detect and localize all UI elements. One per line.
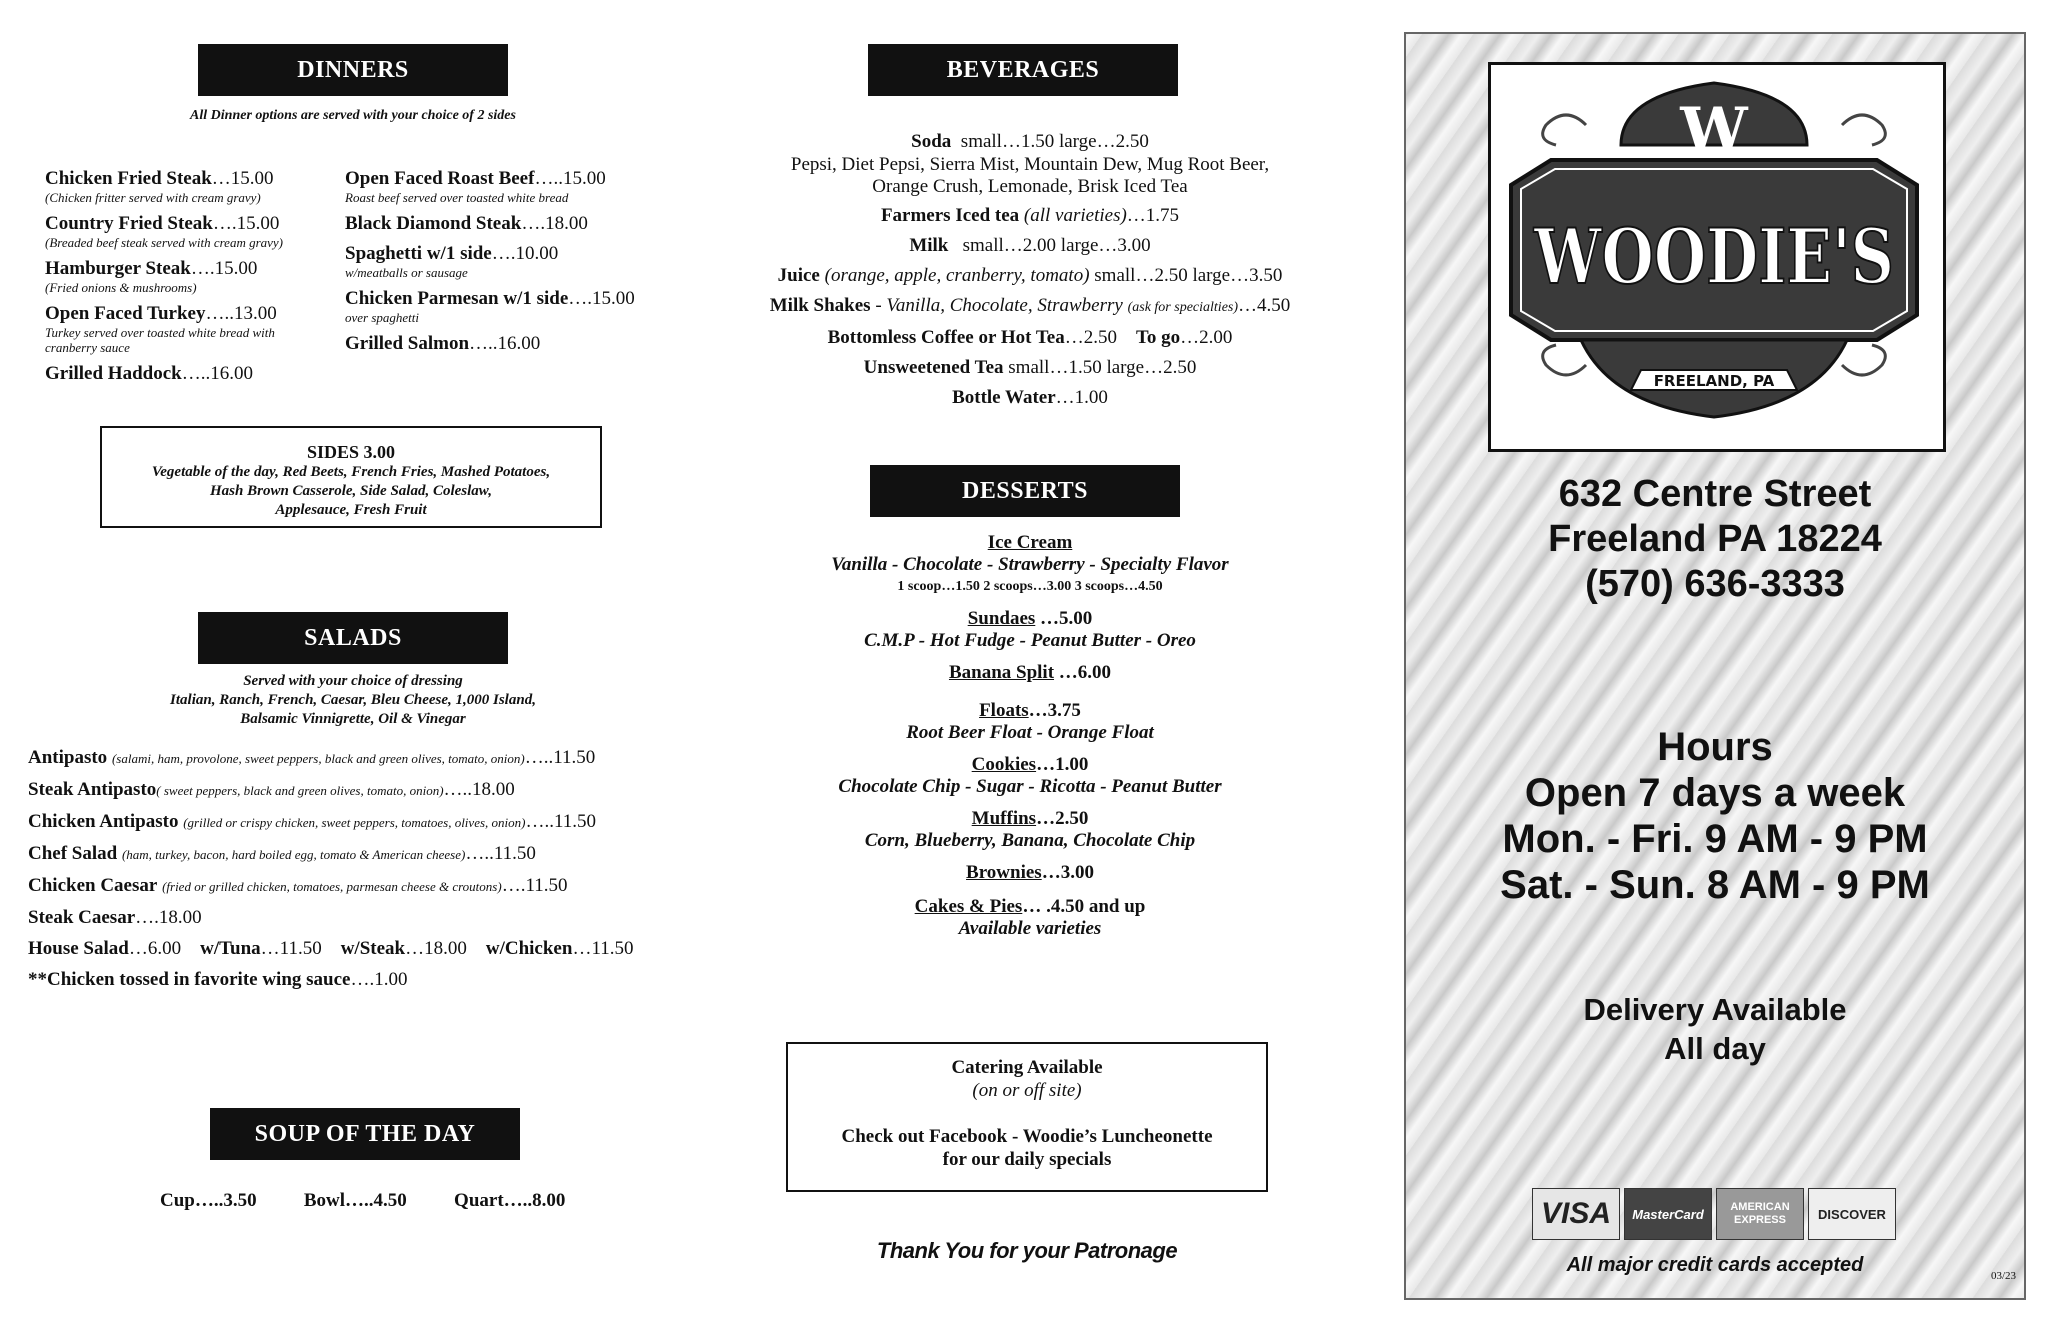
dinner-desc: (Chicken fritter served with cream gravy): [45, 190, 261, 205]
dinner-price: …15.00: [211, 168, 274, 189]
bev-name: Unsweetened Tea: [863, 357, 1004, 378]
logo-name: WOODIE'S: [1533, 212, 1894, 301]
house-salad-row: [28, 933, 633, 964]
logo-graphic: [1491, 65, 1937, 443]
bev-price: …2.50: [1064, 327, 1117, 348]
bev-note: (orange, apple, cranberry, tomato): [824, 265, 1090, 286]
wing-sauce-price: ….1.00: [350, 969, 408, 990]
dinner-name: Chicken Parmesan w/1 side: [345, 288, 569, 309]
sides-line: Applesauce, Fresh Fruit: [275, 502, 427, 518]
salad-desc: (grilled or crispy chicken, sweet peppers, tomatoes, olives, onion): [183, 815, 526, 830]
salad-desc: (fried or grilled chicken, tomatoes, parmesan cheese & croutons): [162, 879, 502, 894]
salads-header: SALADS: [198, 612, 508, 664]
bev-note: (ask for specialties): [1127, 300, 1239, 315]
phone-number[interactable]: (570) 636-3333: [1585, 563, 1845, 605]
hours-block: [1406, 724, 2024, 908]
bev-sizes: small…2.00 large…3.00: [962, 235, 1151, 256]
soup-bowl: Bowl…..4.50: [303, 1190, 407, 1211]
sides-line: Hash Brown Casserole, Side Salad, Coleslaw,: [210, 483, 492, 499]
salad-name: Chicken Antipasto: [28, 811, 179, 832]
dessert-floats: [760, 700, 1300, 744]
address-block: [1406, 472, 2024, 607]
salad-name: Steak Antipasto: [28, 779, 157, 800]
dinner-name: Grilled Haddock: [45, 363, 182, 384]
dessert-name: Cookies: [971, 754, 1037, 775]
dinner-name: Chicken Fried Steak: [45, 168, 212, 189]
dessert-price: …3.75: [1028, 700, 1081, 721]
dinner-price: …..15.00: [534, 168, 606, 189]
dessert-sundaes: [760, 608, 1300, 652]
dessert-price: …6.00: [1054, 662, 1112, 683]
dessert-sizes: 1 scoop…1.50 2 scoops…3.00 3 scoops…4.50: [897, 579, 1163, 594]
dinner-desc: Roast beef served over toasted white bread: [345, 190, 569, 205]
dinner-item: [345, 243, 675, 280]
discover-icon: DISCOVER: [1808, 1188, 1896, 1240]
dessert-flavors: Vanilla - Chocolate - Strawberry - Specialty Flavor: [831, 554, 1229, 575]
credit-cards: [1532, 1188, 1896, 1240]
dinner-desc: over spaghetti: [345, 310, 420, 325]
address-line: 632 Centre Street: [1558, 473, 1872, 515]
house-steak-price: …18.00: [405, 938, 467, 959]
dinners-left-column: [45, 168, 335, 393]
dessert-flavors: Root Beer Float - Orange Float: [906, 722, 1154, 743]
dinners-note: All Dinner options are served with your choice of 2 sides: [190, 108, 516, 123]
dinner-name: Hamburger Steak: [45, 258, 191, 279]
catering-note: (on or off site): [972, 1080, 1082, 1101]
wing-sauce-text: **Chicken tossed in favorite wing sauce: [28, 969, 351, 990]
bev-soda-flavors: Pepsi, Diet Pepsi, Sierra Mist, Mountain Dew, Mug Root Beer,: [790, 154, 1270, 175]
salad-name: Chicken Caesar: [28, 875, 158, 896]
dinner-name: Black Diamond Steak: [345, 213, 522, 234]
dessert-muffins: [760, 808, 1300, 852]
catering-line: Check out Facebook - Woodie’s Luncheonette: [841, 1126, 1213, 1147]
thank-you-text: Thank You for your Patronage: [876, 1238, 1178, 1263]
salad-price: …..11.50: [524, 747, 596, 768]
dinner-item: [45, 168, 335, 205]
beverages-list: [720, 130, 1340, 416]
dinner-name: Spaghetti w/1 side: [345, 243, 492, 264]
catering-line: for our daily specials: [942, 1149, 1112, 1170]
dinner-item: [345, 333, 675, 355]
salad-item: [28, 774, 633, 806]
hours-line: Open 7 days a week: [1524, 771, 1906, 815]
delivery-line: All day: [1664, 1031, 1766, 1066]
sides-line: Vegetable of the day, Red Beets, French Fries, Mashed Potatoes,: [151, 464, 551, 480]
dessert-name: Floats: [979, 700, 1029, 721]
date-code: 03/23: [1990, 1270, 2016, 1282]
dessert-name: Muffins: [971, 808, 1037, 829]
dinner-price: ….18.00: [521, 213, 588, 234]
wing-sauce-row: [28, 964, 633, 995]
dinner-desc: (Breaded beef steak served with cream gravy): [45, 235, 284, 250]
dinner-name: Grilled Salmon: [345, 333, 470, 354]
address-line: Freeland PA 18224: [1548, 518, 1882, 560]
dinner-item: [345, 288, 675, 325]
dinners-header: DINNERS: [198, 44, 508, 96]
bev-shakes: [720, 294, 1340, 320]
dinner-item: [45, 303, 335, 355]
hours-line: Sat. - Sun. 8 AM - 9 PM: [1500, 863, 1930, 907]
dinner-price: …..13.00: [205, 303, 277, 324]
salads-note-line: Balsamic Vinnigrette, Oil & Vinegar: [240, 711, 466, 727]
dessert-flavors: Chocolate Chip - Sugar - Ricotta - Peanut Butter: [838, 776, 1222, 797]
bev-price: …4.50: [1238, 295, 1291, 316]
bev-note: (all varieties): [1023, 205, 1127, 226]
dinner-item: [45, 363, 335, 385]
salad-desc: (ham, turkey, bacon, hard boiled egg, tomato & American cheese): [121, 847, 466, 862]
bev-name: Juice: [777, 265, 820, 286]
salad-price: ….18.00: [135, 907, 202, 928]
delivery-block: [1406, 990, 2024, 1068]
bev-sizes: small…2.50 large…3.50: [1094, 265, 1283, 286]
hours-line: Mon. - Fri. 9 AM - 9 PM: [1502, 817, 1928, 861]
bev-name: Milk: [909, 235, 949, 256]
dessert-cakes: [760, 896, 1300, 940]
visa-icon: VISA: [1532, 1188, 1620, 1240]
bev-soda: [720, 130, 1340, 154]
dinner-name: Country Fried Steak: [45, 213, 213, 234]
dinner-item: [345, 213, 675, 235]
dessert-price: …3.00: [1041, 862, 1094, 883]
salad-item: [28, 806, 633, 838]
bev-milk: [720, 234, 1340, 258]
dinner-price: ….15.00: [190, 258, 258, 279]
dessert-price: …1.00: [1036, 754, 1089, 775]
bev-water: [720, 386, 1340, 410]
desserts-list: [760, 532, 1300, 950]
cards-note: All major credit cards accepted: [1566, 1254, 1864, 1276]
dessert-flavors: Corn, Blueberry, Banana, Chocolate Chip: [864, 830, 1196, 851]
house-tuna-name: w/Tuna: [200, 938, 261, 959]
bev-togo-price: …2.00: [1180, 327, 1233, 348]
house-salad-name: House Salad: [28, 938, 129, 959]
salad-desc: ( sweet peppers, black and green olives, tomato, onion): [156, 783, 444, 798]
house-tuna-price: …11.50: [260, 938, 322, 959]
bev-name: Milk Shakes: [769, 295, 871, 316]
house-salad-price: …6.00: [128, 938, 182, 959]
salad-name: Antipasto: [28, 747, 108, 768]
logo-initial: W: [1680, 95, 1748, 165]
dinner-item: [45, 258, 335, 295]
catering-title: Catering Available: [951, 1057, 1103, 1078]
salads-note-line: Served with your choice of dressing: [243, 673, 463, 689]
bev-juice: [720, 264, 1340, 288]
dessert-name: Sundaes: [967, 608, 1036, 629]
dinner-name: Open Faced Turkey: [45, 303, 206, 324]
dessert-icecream: [760, 532, 1300, 598]
dinner-price: …..16.00: [469, 333, 541, 354]
dinner-price: ….10.00: [491, 243, 559, 264]
house-chicken-price: …11.50: [572, 938, 634, 959]
salad-item: [28, 902, 633, 933]
bev-sizes: small…1.50 large…2.50: [960, 131, 1149, 152]
bev-unsweet: [720, 356, 1340, 380]
salad-item: [28, 742, 633, 774]
salad-price: …..18.00: [443, 779, 515, 800]
dessert-name: Cakes & Pies: [914, 896, 1023, 917]
house-steak-name: w/Steak: [340, 938, 406, 959]
dinner-desc: (Fried onions & mushrooms): [45, 280, 197, 295]
dessert-banana: [760, 662, 1300, 684]
soup-header: SOUP OF THE DAY: [210, 1108, 520, 1160]
dessert-flavors: C.M.P - Hot Fudge - Peanut Butter - Oreo: [864, 630, 1196, 651]
dessert-price: …2.50: [1036, 808, 1089, 829]
woodies-logo: [1488, 62, 1946, 452]
dessert-name: Brownies: [966, 862, 1042, 883]
bev-coffee: [720, 326, 1340, 350]
dessert-note: Available varieties: [958, 918, 1102, 939]
salad-item: [28, 870, 633, 902]
dinner-item: [345, 168, 675, 205]
dinner-price: ….15.00: [568, 288, 635, 309]
dessert-cookies: [760, 754, 1300, 798]
soup-cup: Cup…..3.50: [160, 1190, 257, 1211]
salad-price: …..11.50: [465, 843, 536, 864]
dinner-item: [45, 213, 335, 250]
bev-flavors: - Vanilla, Chocolate, Strawberry: [870, 295, 1123, 316]
dinner-price: …..16.00: [181, 363, 253, 384]
salad-price: …..11.50: [525, 811, 597, 832]
dinner-desc: Turkey served over toasted white bread with cranberry sauce: [45, 325, 275, 355]
bev-price: …1.75: [1126, 205, 1180, 226]
salad-name: Steak Caesar: [28, 907, 136, 928]
bev-togo: To go: [1135, 327, 1181, 348]
bev-name: Soda: [911, 131, 952, 152]
logo-town: FREELAND, PA: [1653, 372, 1775, 390]
sides-box: [100, 426, 602, 528]
salad-price: ….11.50: [501, 875, 568, 896]
dessert-brownies: [760, 862, 1300, 884]
bev-name: Bottle Water: [952, 387, 1056, 408]
catering-box: [786, 1042, 1268, 1192]
salad-desc: (salami, ham, provolone, sweet peppers, black and green olives, tomato, onion): [111, 751, 525, 766]
dessert-price: … .4.50 and up: [1022, 896, 1146, 917]
house-chicken-name: w/Chicken: [485, 938, 573, 959]
info-panel: [1404, 32, 2026, 1300]
sides-title: SIDES 3.00: [306, 442, 396, 462]
dessert-name: Ice Cream: [987, 532, 1073, 553]
salad-item: [28, 838, 633, 870]
bev-soda-flavors: Orange Crush, Lemonade, Brisk Iced Tea: [872, 176, 1188, 197]
salads-note-line: Italian, Ranch, French, Caesar, Bleu Cheese, 1,000 Island,: [170, 692, 536, 708]
mastercard-icon: MasterCard: [1624, 1188, 1712, 1240]
salads-list: [28, 742, 633, 995]
salad-name: Chef Salad: [28, 843, 118, 864]
dessert-price: …5.00: [1035, 608, 1093, 629]
dessert-name: Banana Split: [948, 662, 1055, 683]
dinners-right-column: [345, 168, 675, 363]
beverages-header: BEVERAGES: [868, 44, 1178, 96]
bev-name: Farmers Iced tea: [880, 205, 1020, 226]
dinner-name: Open Faced Roast Beef: [345, 168, 535, 189]
dinner-price: ….15.00: [212, 213, 280, 234]
bev-price: …1.00: [1055, 387, 1108, 408]
bev-name: Bottomless Coffee or Hot Tea: [827, 327, 1065, 348]
amex-icon: AMERICAN EXPRESS: [1716, 1188, 1804, 1240]
desserts-header: DESSERTS: [870, 465, 1180, 517]
soup-quart: Quart…..8.00: [454, 1190, 566, 1211]
soup-prices: [160, 1190, 565, 1212]
salads-note: [100, 672, 606, 729]
hours-title: Hours: [1657, 725, 1773, 769]
dinner-desc: w/meatballs or sausage: [345, 265, 468, 280]
bev-farmers: [720, 204, 1340, 228]
bev-sizes: small…1.50 large…2.50: [1008, 357, 1197, 378]
delivery-line: Delivery Available: [1583, 992, 1847, 1027]
